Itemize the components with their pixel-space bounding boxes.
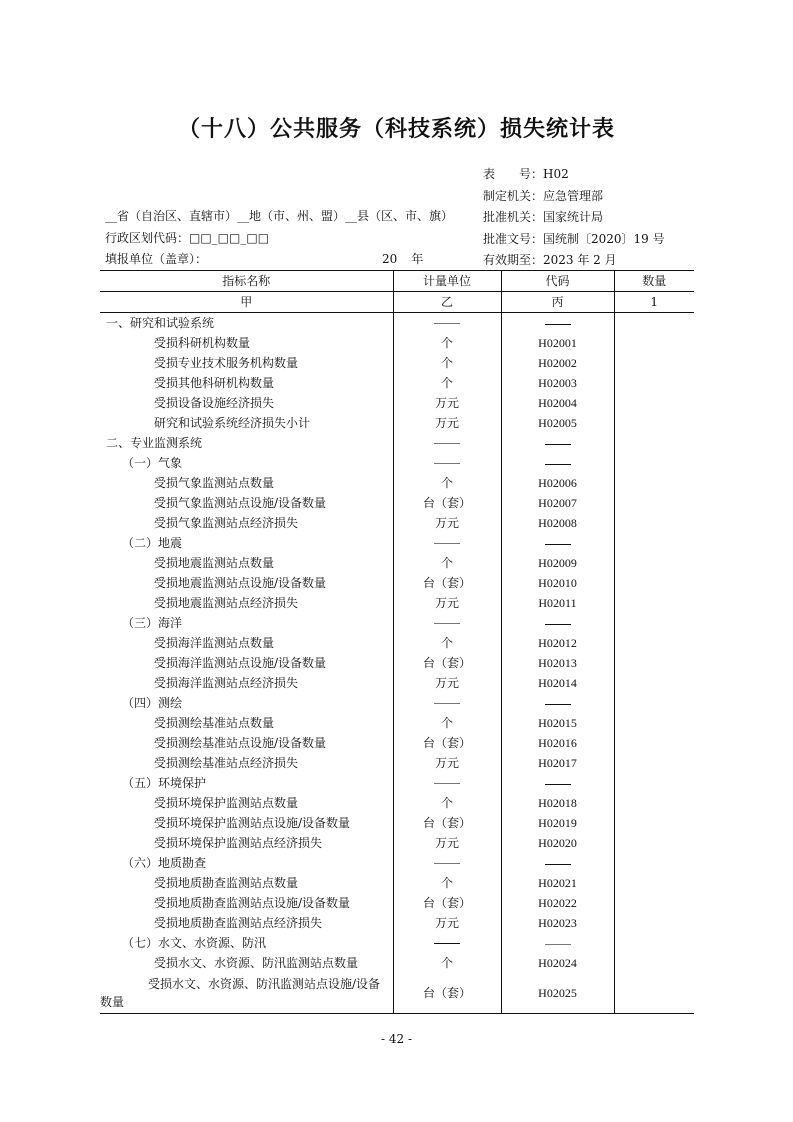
table-row xyxy=(100,473,694,493)
code-cell: H02007 xyxy=(501,493,614,513)
unit-cell: 个 xyxy=(393,353,501,373)
table-row xyxy=(100,773,694,793)
table-row xyxy=(100,433,694,453)
code-cell xyxy=(501,853,614,873)
year-suffix: 年 xyxy=(411,252,424,266)
code-cell: H02012 xyxy=(501,633,614,653)
indicator-name: 受损气象监测站点经济损失 xyxy=(154,516,299,530)
quantity-input-cell[interactable] xyxy=(614,533,694,553)
not-applicable-dash xyxy=(545,324,571,325)
unit-cell: 个 xyxy=(393,553,501,573)
not-applicable-dash xyxy=(434,443,460,444)
indicator-name: 受损设备设施经济损失 xyxy=(154,396,275,410)
indicator-name: （六）地质勘查 xyxy=(122,856,207,870)
indicator-name xyxy=(100,973,393,1014)
indicator-name: 受损水文、水资源、防汛监测站点数量 xyxy=(154,956,359,970)
code-cell: H02021 xyxy=(501,873,614,893)
quantity-input-cell[interactable] xyxy=(614,733,694,753)
not-applicable-dash xyxy=(434,623,460,624)
code-cell: H02001 xyxy=(501,333,614,353)
table-row xyxy=(100,973,694,1014)
quantity-input-cell[interactable] xyxy=(614,553,694,573)
code-cell xyxy=(501,693,614,713)
indicator-name: 受损地震监测站点经济损失 xyxy=(154,596,299,610)
indicator-name: 受损地质勘查监测站点经济损失 xyxy=(154,916,323,930)
not-applicable-dash xyxy=(434,863,460,864)
code-cell: H02023 xyxy=(501,913,614,933)
form-number: 表 号：H02 xyxy=(483,167,569,181)
unit-cell: 个 xyxy=(393,713,501,733)
code-cell: H02018 xyxy=(501,793,614,813)
unit-cell xyxy=(393,313,501,334)
code-cell xyxy=(501,453,614,473)
not-applicable-dash xyxy=(545,784,571,785)
indicator-name: （二）地震 xyxy=(122,536,183,550)
table-row xyxy=(100,533,694,553)
not-applicable-dash xyxy=(545,444,571,445)
table-row xyxy=(100,693,694,713)
approval-number: 批准文号：国统制〔2020〕19 号 xyxy=(483,231,665,246)
subheader-bing: 丙 xyxy=(501,292,614,313)
indicator-name: （一）气象 xyxy=(122,456,183,470)
unit-cell: 个 xyxy=(393,953,501,973)
quantity-input-cell[interactable] xyxy=(614,633,694,653)
unit-cell: 台（套） xyxy=(393,973,501,1014)
quantity-input-cell[interactable] xyxy=(614,433,694,453)
quantity-input-cell[interactable] xyxy=(614,653,694,673)
quantity-input-cell[interactable] xyxy=(614,813,694,833)
admin-code-field[interactable]: 行政区划代码：□□_□□_□□ xyxy=(105,230,270,245)
indicator-name: 受损测绘基准站点设施/设备数量 xyxy=(154,736,327,750)
table-row xyxy=(100,573,694,593)
code-cell: H02014 xyxy=(501,673,614,693)
table-row xyxy=(100,653,694,673)
code-cell: H02006 xyxy=(501,473,614,493)
table-row xyxy=(100,393,694,413)
indicator-name: 受损环境保护监测站点经济损失 xyxy=(154,836,323,850)
code-cell: H02008 xyxy=(501,513,614,533)
valid-until: 有效期至：2023 年 2 月 xyxy=(483,253,617,267)
table-row xyxy=(100,793,694,813)
unit-cell: 台（套） xyxy=(393,733,501,753)
indicator-name: 受损气象监测站点数量 xyxy=(154,476,275,490)
year-prefix: 20 xyxy=(382,252,398,266)
indicator-name: 受损海洋监测站点经济损失 xyxy=(154,676,299,690)
table-row xyxy=(100,833,694,853)
unit-cell: 个 xyxy=(393,793,501,813)
quantity-input-cell[interactable] xyxy=(614,453,694,473)
indicator-name: （四）测绘 xyxy=(122,696,183,710)
unit-cell xyxy=(393,853,501,873)
unit-cell: 台（套） xyxy=(393,493,501,513)
quantity-input-cell[interactable] xyxy=(614,913,694,933)
indicator-name: 受损海洋监测站点设施/设备数量 xyxy=(154,656,327,670)
table-row xyxy=(100,613,694,633)
unit-cell xyxy=(393,613,501,633)
quantity-input-cell[interactable] xyxy=(614,593,694,613)
unit-cell: 万元 xyxy=(393,593,501,613)
not-applicable-dash xyxy=(545,464,571,465)
subheader-jia: 甲 xyxy=(100,292,393,313)
indicator-name: 一、研究和试验系统 xyxy=(106,316,215,330)
table-row xyxy=(100,933,694,953)
unit-cell: 台（套） xyxy=(393,573,501,593)
indicator-name-line-2: 数量 xyxy=(100,995,125,1009)
code-cell: H02009 xyxy=(501,553,614,573)
table-row xyxy=(100,753,694,773)
unit-cell xyxy=(393,533,501,553)
quantity-input-cell[interactable] xyxy=(614,713,694,733)
code-cell xyxy=(501,313,614,334)
code-cell xyxy=(501,433,614,453)
table-row xyxy=(100,513,694,533)
unit-cell: 万元 xyxy=(393,673,501,693)
not-applicable-dash xyxy=(545,704,571,705)
code-cell: H02011 xyxy=(501,593,614,613)
table-row xyxy=(100,633,694,653)
code-cell xyxy=(501,933,614,953)
unit-cell xyxy=(393,773,501,793)
table-row xyxy=(100,673,694,693)
indicator-name: 受损其他科研机构数量 xyxy=(154,376,275,390)
table-row xyxy=(100,733,694,753)
indicator-name: 受损地震监测站点设施/设备数量 xyxy=(154,576,327,590)
code-cell: H02002 xyxy=(501,353,614,373)
indicator-name-line-1: 受损水文、水资源、防汛监测站点设施/设备 xyxy=(148,977,381,991)
table-row xyxy=(100,593,694,613)
not-applicable-dash xyxy=(434,943,460,944)
unit-cell xyxy=(393,433,501,453)
indicator-name: 受损科研机构数量 xyxy=(154,336,251,350)
table-row xyxy=(100,493,694,513)
code-cell: H02015 xyxy=(501,713,614,733)
page-number: - 42 - xyxy=(380,1032,412,1046)
quantity-input-cell[interactable] xyxy=(614,353,694,373)
not-applicable-dash xyxy=(434,543,460,544)
code-cell: H02020 xyxy=(501,833,614,853)
quantity-input-cell[interactable] xyxy=(614,693,694,713)
unit-cell: 个 xyxy=(393,873,501,893)
table-row xyxy=(100,553,694,573)
report-year[interactable] xyxy=(382,249,423,271)
unit-cell: 万元 xyxy=(393,413,501,433)
unit-cell: 万元 xyxy=(393,513,501,533)
quantity-input-cell[interactable] xyxy=(614,313,694,334)
filler-unit-field[interactable]: 填报单位（盖章）： xyxy=(105,252,208,266)
quantity-input-cell[interactable] xyxy=(614,493,694,513)
indicator-name: 受损地震监测站点数量 xyxy=(154,556,275,570)
quantity-input-cell[interactable] xyxy=(614,893,694,913)
unit-cell: 万元 xyxy=(393,753,501,773)
table-subheader-row xyxy=(100,292,694,313)
indicator-name: 二、专业监测系统 xyxy=(106,436,203,450)
table-row xyxy=(100,853,694,873)
unit-cell: 台（套） xyxy=(393,893,501,913)
unit-cell xyxy=(393,693,501,713)
not-applicable-dash xyxy=(434,463,460,464)
code-cell: H02003 xyxy=(501,373,614,393)
table-row xyxy=(100,373,694,393)
indicator-name: 受损测绘基准站点经济损失 xyxy=(154,756,299,770)
quantity-input-cell[interactable] xyxy=(614,473,694,493)
quantity-input-cell[interactable] xyxy=(614,673,694,693)
table-row xyxy=(100,333,694,353)
table-header-row xyxy=(100,271,694,292)
page-title: （十八）公共服务（科技系统）损失统计表 xyxy=(177,117,615,142)
code-cell: H02022 xyxy=(501,893,614,913)
quantity-input-cell[interactable] xyxy=(614,573,694,593)
code-cell: H02017 xyxy=(501,753,614,773)
code-cell xyxy=(501,533,614,553)
quantity-input-cell[interactable] xyxy=(614,933,694,953)
not-applicable-dash xyxy=(545,864,571,865)
code-cell: H02025 xyxy=(501,973,614,1014)
table-row xyxy=(100,913,694,933)
unit-cell: 个 xyxy=(393,633,501,653)
indicator-name: 受损地质勘查监测站点设施/设备数量 xyxy=(154,896,351,910)
indicator-name: 受损海洋监测站点数量 xyxy=(154,636,275,650)
table-row xyxy=(100,453,694,473)
not-applicable-dash xyxy=(434,703,460,704)
region-field[interactable]: __省（自治区、直辖市）__地（市、州、盟）__县（区、市、旗） xyxy=(105,209,454,223)
indicator-name: （七）水文、水资源、防汛 xyxy=(122,936,267,950)
form-metadata xyxy=(483,164,665,272)
unit-cell: 个 xyxy=(393,473,501,493)
code-cell: H02013 xyxy=(501,653,614,673)
quantity-input-cell[interactable] xyxy=(614,973,694,1014)
code-cell: H02016 xyxy=(501,733,614,753)
table-row xyxy=(100,953,694,973)
code-cell xyxy=(501,773,614,793)
unit-cell: 万元 xyxy=(393,393,501,413)
quantity-input-cell[interactable] xyxy=(614,333,694,353)
table-row xyxy=(100,413,694,433)
not-applicable-dash xyxy=(545,544,571,545)
subheader-one: 1 xyxy=(614,292,694,313)
indicator-name: （五）环境保护 xyxy=(122,776,207,790)
indicator-name: 受损环境保护监测站点数量 xyxy=(154,796,299,810)
header-code: 代码 xyxy=(501,271,614,292)
issuing-authority: 制定机关：应急管理部 xyxy=(483,188,604,203)
quantity-input-cell[interactable] xyxy=(614,773,694,793)
code-cell: H02010 xyxy=(501,573,614,593)
quantity-input-cell[interactable] xyxy=(614,953,694,973)
unit-cell xyxy=(393,933,501,953)
code-cell: H02005 xyxy=(501,413,614,433)
not-applicable-dash xyxy=(545,944,571,945)
quantity-input-cell[interactable] xyxy=(614,513,694,533)
statistics-table xyxy=(100,270,694,1014)
table-row xyxy=(100,713,694,733)
not-applicable-dash xyxy=(434,783,460,784)
quantity-input-cell[interactable] xyxy=(614,793,694,813)
header-unit: 计量单位 xyxy=(393,271,501,292)
unit-cell: 台（套） xyxy=(393,653,501,673)
table-row xyxy=(100,893,694,913)
quantity-input-cell[interactable] xyxy=(614,393,694,413)
subheader-yi: 乙 xyxy=(393,292,501,313)
indicator-name: 研究和试验系统经济损失小计 xyxy=(154,416,311,430)
code-cell xyxy=(501,613,614,633)
indicator-name: 受损地质勘查监测站点数量 xyxy=(154,876,299,890)
table-row xyxy=(100,873,694,893)
unit-cell: 台（套） xyxy=(393,813,501,833)
table-row xyxy=(100,353,694,373)
unit-cell: 万元 xyxy=(393,833,501,853)
header-quantity: 数量 xyxy=(614,271,694,292)
code-cell: H02019 xyxy=(501,813,614,833)
quantity-input-cell[interactable] xyxy=(614,833,694,853)
quantity-input-cell[interactable] xyxy=(614,613,694,633)
table-row xyxy=(100,313,694,334)
approving-authority: 批准机关：国家统计局 xyxy=(483,210,604,224)
indicator-name: 受损测绘基准站点数量 xyxy=(154,716,275,730)
not-applicable-dash xyxy=(434,323,460,324)
not-applicable-dash xyxy=(545,624,571,625)
quantity-input-cell[interactable] xyxy=(614,413,694,433)
indicator-name: 受损气象监测站点设施/设备数量 xyxy=(154,496,327,510)
quantity-input-cell[interactable] xyxy=(614,373,694,393)
quantity-input-cell[interactable] xyxy=(614,853,694,873)
indicator-name: 受损专业技术服务机构数量 xyxy=(154,356,299,370)
unit-cell: 个 xyxy=(393,373,501,393)
unit-cell: 万元 xyxy=(393,913,501,933)
unit-cell xyxy=(393,453,501,473)
table-row xyxy=(100,813,694,833)
header-indicator-name: 指标名称 xyxy=(100,271,393,292)
quantity-input-cell[interactable] xyxy=(614,873,694,893)
quantity-input-cell[interactable] xyxy=(614,753,694,773)
indicator-name: 受损环境保护监测站点设施/设备数量 xyxy=(154,816,351,830)
code-cell: H02024 xyxy=(501,953,614,973)
code-cell: H02004 xyxy=(501,393,614,413)
unit-cell: 个 xyxy=(393,333,501,353)
indicator-name: （三）海洋 xyxy=(122,616,183,630)
